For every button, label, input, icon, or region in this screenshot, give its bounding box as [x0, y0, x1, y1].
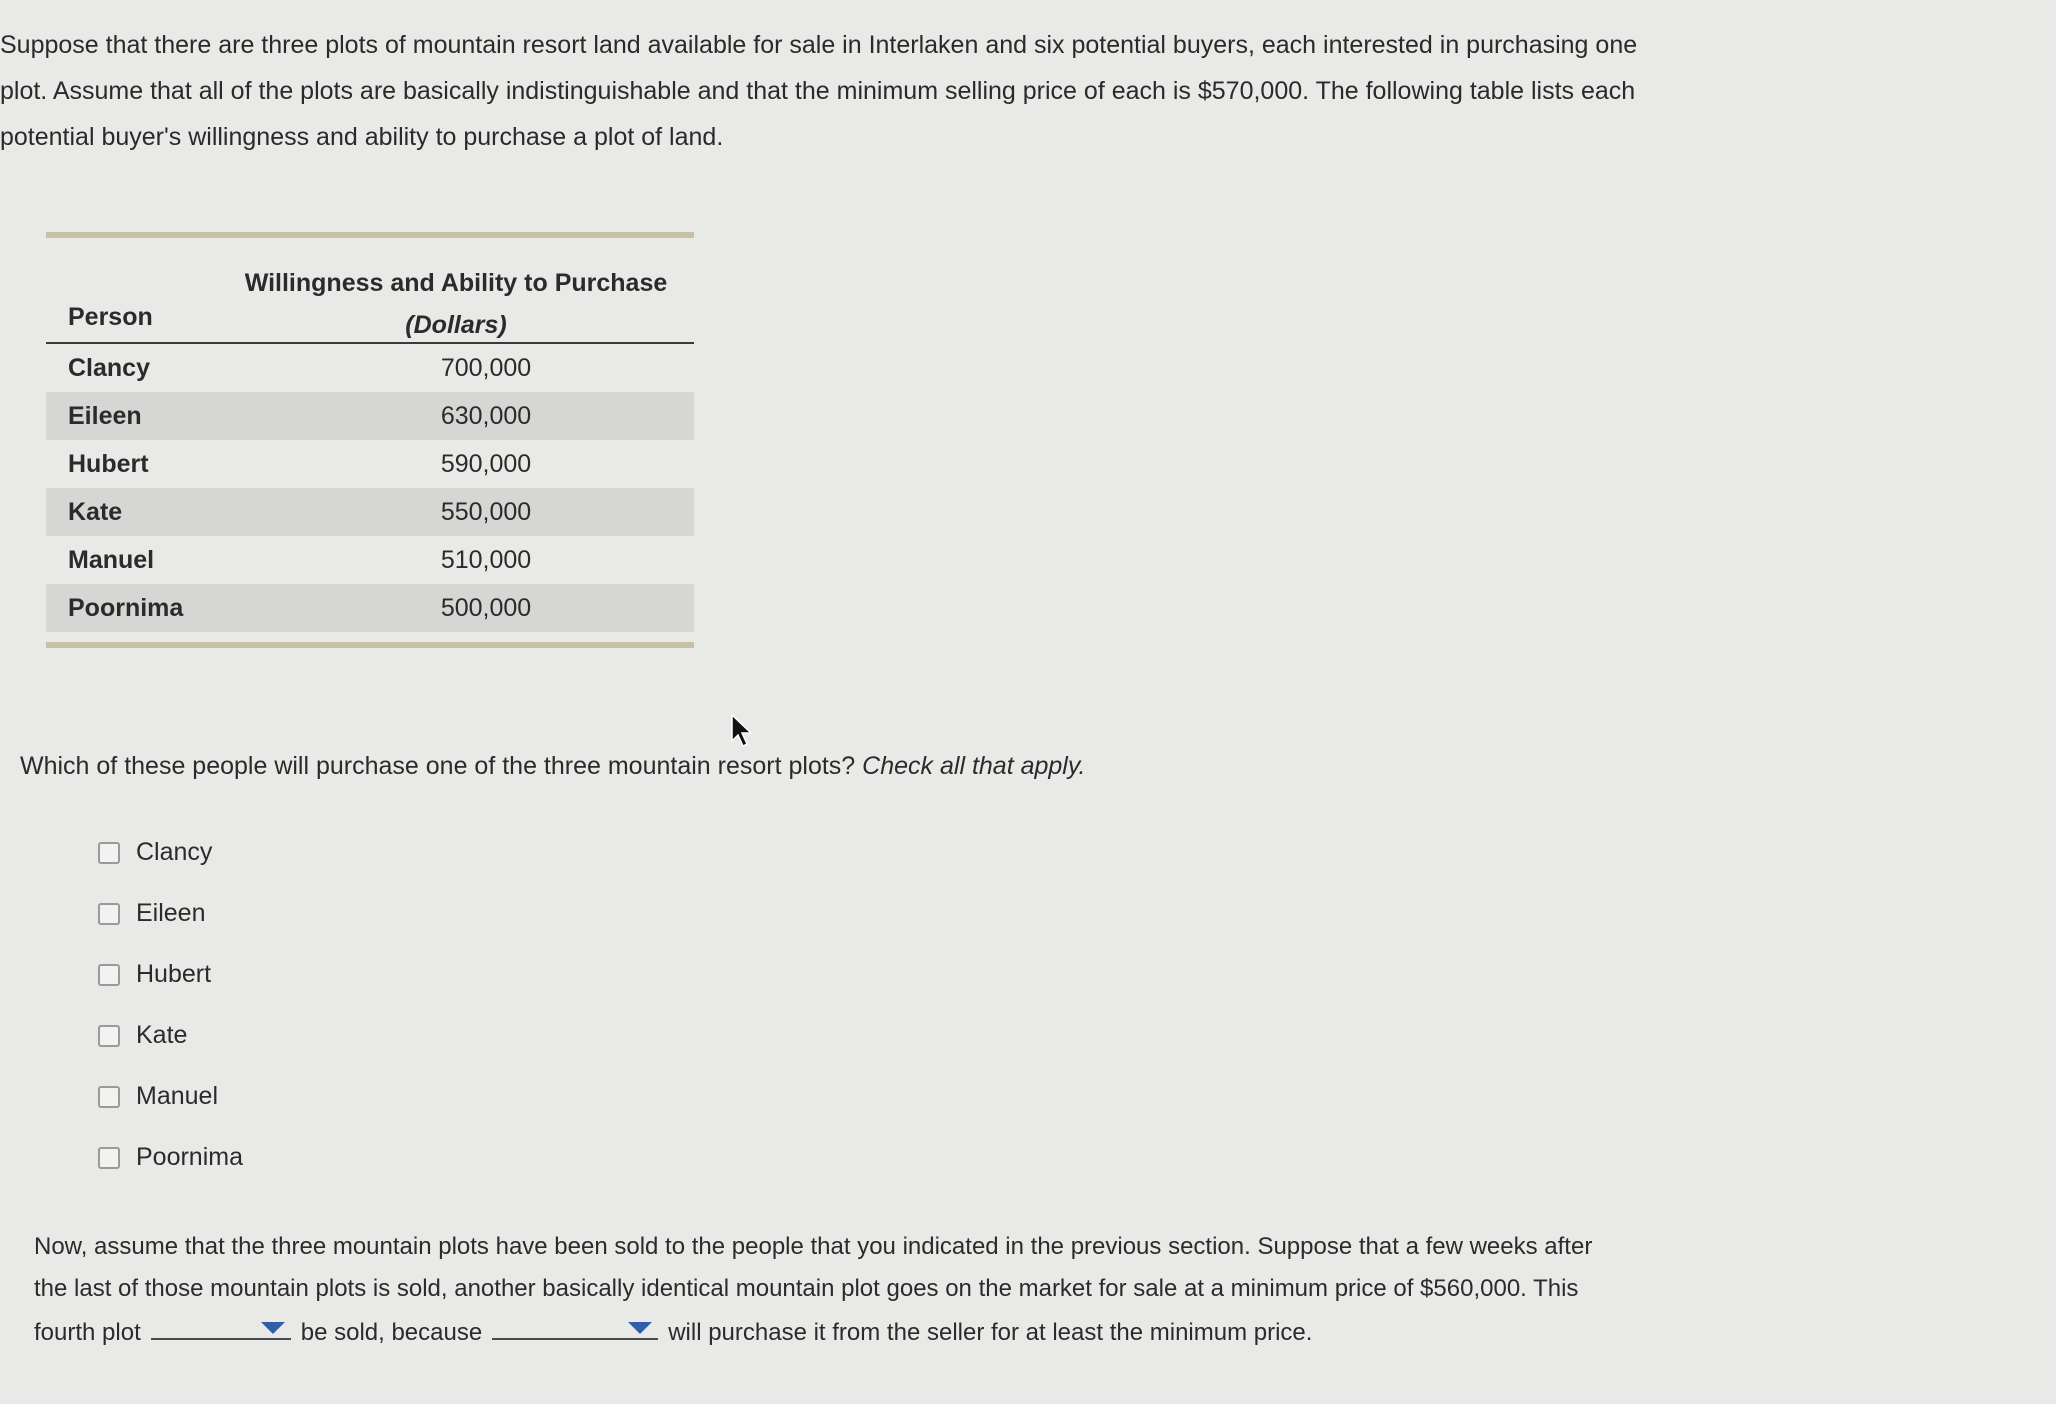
header-wtp	[226, 262, 686, 346]
followup-text-a: fourth plot	[34, 1319, 141, 1346]
choice-eileen[interactable]	[98, 883, 243, 944]
followup-text-c: will purchase it from the seller for at least the minimum price.	[668, 1319, 1313, 1346]
choice-label: Eileen	[136, 899, 206, 927]
table-row	[46, 488, 694, 536]
intro-paragraph	[0, 22, 1760, 160]
choice-label: Clancy	[136, 838, 213, 866]
intro-line-3: potential buyer's willingness and ability to purchase a plot of land.	[0, 123, 724, 151]
choice-kate[interactable]	[98, 1005, 243, 1066]
choice-label: Hubert	[136, 960, 212, 988]
checkbox-icon[interactable]	[98, 964, 120, 986]
row-name: Kate	[68, 497, 123, 526]
row-name: Poornima	[68, 593, 184, 622]
choice-label: Poornima	[136, 1143, 243, 1171]
choice-hubert[interactable]	[98, 944, 243, 1005]
checkbox-icon[interactable]	[98, 903, 120, 925]
choice-list	[98, 822, 243, 1188]
row-name: Manuel	[68, 545, 155, 574]
row-value: 590,000	[440, 449, 532, 478]
intro-line-1: Suppose that there are three plots of mountain resort land available for sale in Interlaken and six potential buyers, each interested in purchasing one	[0, 31, 1638, 59]
followup-paragraph	[34, 1226, 1714, 1354]
row-name: Eileen	[68, 401, 142, 430]
wtp-table	[46, 232, 694, 648]
table-row	[46, 440, 694, 488]
checkbox-icon[interactable]	[98, 1147, 120, 1169]
will-be-sold-dropdown[interactable]	[151, 1310, 291, 1340]
buyer-dropdown[interactable]	[492, 1310, 658, 1340]
choice-label: Kate	[136, 1021, 188, 1049]
header-person: Person	[68, 303, 153, 331]
intro-line-2: plot. Assume that all of the plots are basically indistinguishable and that the minimum selling price of each is $570,000. The following table lists each	[0, 77, 1636, 105]
table-row	[46, 536, 694, 584]
followup-text-b: be sold, because	[300, 1319, 483, 1346]
checkbox-icon[interactable]	[98, 1086, 120, 1108]
table-header	[46, 238, 694, 344]
question-instruction: Check all that apply.	[862, 752, 1086, 780]
header-wtp-label: Willingness and Ability to Purchase	[244, 269, 668, 297]
chevron-down-icon	[261, 1322, 285, 1334]
choice-manuel[interactable]	[98, 1066, 243, 1127]
choice-clancy[interactable]	[98, 822, 243, 883]
table-row	[46, 392, 694, 440]
choice-poornima[interactable]	[98, 1127, 243, 1188]
table-bottom-rule	[46, 642, 694, 648]
followup-line-1: Now, assume that the three mountain plots have been sold to the people that you indicated in the previous section. Suppose that a few weeks after	[34, 1233, 1593, 1260]
row-value: 500,000	[440, 593, 532, 622]
checkbox-icon[interactable]	[98, 1025, 120, 1047]
question-text	[20, 752, 1085, 781]
checkbox-icon[interactable]	[98, 842, 120, 864]
question-prompt: Which of these people will purchase one of the three mountain resort plots?	[20, 752, 856, 780]
row-value: 510,000	[440, 545, 532, 574]
table-row	[46, 584, 694, 632]
row-name: Hubert	[68, 449, 149, 478]
followup-line-2: the last of those mountain plots is sold, another basically identical mountain plot goes on the market for sale at a minimum price of $560,000. This	[34, 1275, 1579, 1302]
row-name: Clancy	[68, 353, 150, 382]
row-value: 700,000	[440, 353, 532, 382]
header-wtp-unit: (Dollars)	[405, 311, 507, 339]
row-value: 630,000	[440, 401, 532, 430]
table-row	[46, 344, 694, 392]
row-value: 550,000	[440, 497, 532, 526]
followup-line-3	[34, 1310, 1714, 1354]
chevron-down-icon	[628, 1322, 652, 1334]
choice-label: Manuel	[136, 1082, 218, 1110]
